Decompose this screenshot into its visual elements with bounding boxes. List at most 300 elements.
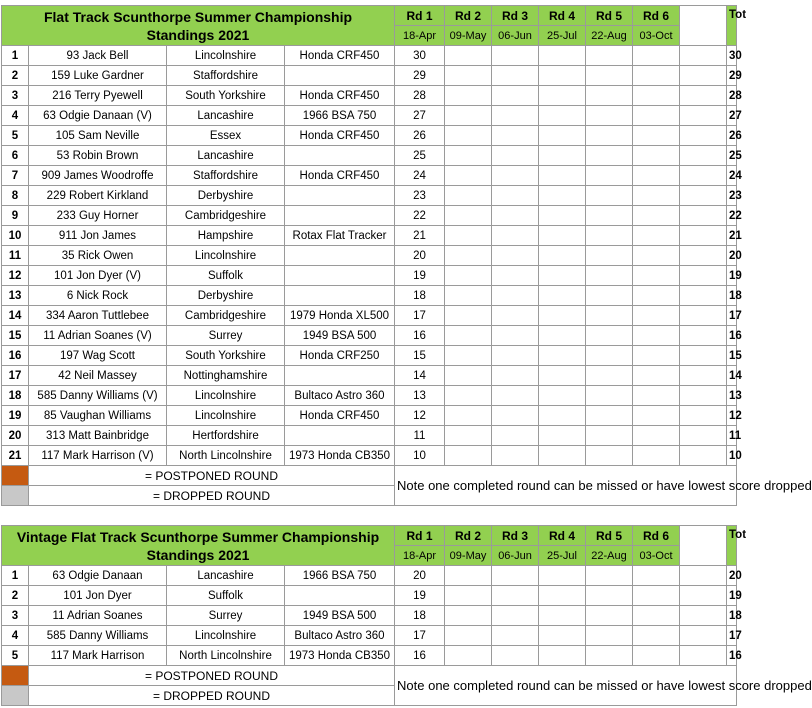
rider-cell: 101 Jon Dyer [29, 586, 167, 606]
rider-cell: 11 Adrian Soanes [29, 606, 167, 626]
dropped-swatch [2, 486, 29, 506]
total-cell: 13 [727, 386, 737, 406]
county-cell: Staffordshire [167, 66, 285, 86]
total-cell: 17 [727, 306, 737, 326]
round-6-score-cell [633, 626, 680, 646]
round-5-score-cell [586, 386, 633, 406]
round-4-score-cell [539, 66, 586, 86]
round-3-score-cell [492, 126, 539, 146]
round-1-score-cell: 19 [395, 266, 445, 286]
round-3-score-cell [492, 166, 539, 186]
rider-cell: 6 Nick Rock [29, 286, 167, 306]
spacer-cell [680, 306, 727, 326]
county-cell: Cambridgeshire [167, 206, 285, 226]
round-3-score-cell [492, 446, 539, 466]
position-cell: 3 [2, 86, 29, 106]
championship-standings-table [1, 5, 812, 506]
spacer-cell [680, 586, 727, 606]
championship-round-header: Rd 4 [539, 6, 586, 26]
round-1-score-cell: 18 [395, 286, 445, 306]
championship-round-date: 03-Oct [633, 26, 680, 46]
round-1-score-cell: 16 [395, 646, 445, 666]
rider-cell: 11 Adrian Soanes (V) [29, 326, 167, 346]
vintage-round-date: 25-Jul [539, 546, 586, 566]
round-4-score-cell [539, 186, 586, 206]
spacer-cell [680, 606, 727, 626]
round-6-score-cell [633, 366, 680, 386]
round-6-score-cell [633, 346, 680, 366]
total-cell: 17 [727, 626, 737, 646]
total-cell: 24 [727, 166, 737, 186]
round-1-score-cell: 25 [395, 146, 445, 166]
round-4-score-cell [539, 326, 586, 346]
round-2-score-cell [445, 306, 492, 326]
vintage-round-date: 22-Aug [586, 546, 633, 566]
table-row [2, 426, 773, 446]
bike-cell [285, 206, 395, 226]
total-cell: 23 [727, 186, 737, 206]
position-cell: 13 [2, 286, 29, 306]
spacer-cell [680, 86, 727, 106]
round-2-score-cell [445, 346, 492, 366]
postponed-swatch [2, 666, 29, 686]
round-5-score-cell [586, 246, 633, 266]
county-cell: Lincolnshire [167, 386, 285, 406]
round-4-score-cell [539, 306, 586, 326]
round-5-score-cell [586, 326, 633, 346]
table-row [2, 66, 773, 86]
round-1-score-cell: 19 [395, 586, 445, 606]
vintage-round-header: Rd 3 [492, 526, 539, 546]
round-6-score-cell [633, 426, 680, 446]
round-1-score-cell: 18 [395, 606, 445, 626]
rider-cell: 85 Vaughan Williams [29, 406, 167, 426]
rider-cell: 101 Jon Dyer (V) [29, 266, 167, 286]
rider-cell: 585 Danny Williams [29, 626, 167, 646]
bike-cell: 1966 BSA 750 [285, 566, 395, 586]
total-cell: 19 [727, 266, 737, 286]
round-3-score-cell [492, 406, 539, 426]
round-2-score-cell [445, 206, 492, 226]
championship-spacer [680, 6, 727, 46]
round-1-score-cell: 11 [395, 426, 445, 446]
round-5-score-cell [586, 86, 633, 106]
round-2-score-cell [445, 646, 492, 666]
total-cell: 16 [727, 646, 737, 666]
round-4-score-cell [539, 406, 586, 426]
total-cell: 14 [727, 366, 737, 386]
round-2-score-cell [445, 286, 492, 306]
spacer-cell [680, 386, 727, 406]
round-3-score-cell [492, 386, 539, 406]
total-cell: 16 [727, 326, 737, 346]
round-6-score-cell [633, 386, 680, 406]
vintage-round-date: 09-May [445, 546, 492, 566]
county-cell: Lancashire [167, 106, 285, 126]
round-4-score-cell [539, 166, 586, 186]
bike-cell: 1973 Honda CB350 [285, 646, 395, 666]
county-cell: North Lincolnshire [167, 646, 285, 666]
round-5-score-cell [586, 66, 633, 86]
table-row [2, 226, 773, 246]
position-cell: 21 [2, 446, 29, 466]
bike-cell [285, 586, 395, 606]
vintage-title-line1: Vintage Flat Track Scunthorpe Summer Championship [16, 528, 380, 545]
table-row [2, 46, 773, 66]
total-cell: 29 [727, 66, 737, 86]
rider-cell: 197 Wag Scott [29, 346, 167, 366]
round-4-score-cell [539, 266, 586, 286]
bike-cell [285, 426, 395, 446]
round-5-score-cell [586, 46, 633, 66]
round-4-score-cell [539, 286, 586, 306]
position-cell: 7 [2, 166, 29, 186]
total-cell: 25 [727, 146, 737, 166]
position-cell: 4 [2, 106, 29, 126]
championship-round-date: 25-Jul [539, 26, 586, 46]
total-cell: 26 [727, 126, 737, 146]
round-3-score-cell [492, 586, 539, 606]
round-5-score-cell [586, 146, 633, 166]
bike-cell: Honda CRF450 [285, 126, 395, 146]
spacer-cell [680, 366, 727, 386]
vintage-standings-sheet [0, 525, 812, 706]
bike-cell: 1949 BSA 500 [285, 326, 395, 346]
round-6-score-cell [633, 446, 680, 466]
round-1-score-cell: 20 [395, 246, 445, 266]
bike-cell [285, 266, 395, 286]
round-3-score-cell [492, 626, 539, 646]
bike-cell: Honda CRF450 [285, 166, 395, 186]
spacer-cell [680, 346, 727, 366]
rider-cell: 35 Rick Owen [29, 246, 167, 266]
round-5-score-cell [586, 626, 633, 646]
round-5-score-cell [586, 226, 633, 246]
county-cell: Derbyshire [167, 286, 285, 306]
round-5-score-cell [586, 406, 633, 426]
table-row [2, 146, 773, 166]
round-3-score-cell [492, 286, 539, 306]
rider-cell: 63 Odgie Danaan [29, 566, 167, 586]
round-2-score-cell [445, 606, 492, 626]
round-2-score-cell [445, 186, 492, 206]
bike-cell: 1966 BSA 750 [285, 106, 395, 126]
spacer-cell [680, 246, 727, 266]
rider-cell: 233 Guy Horner [29, 206, 167, 226]
table-row [2, 586, 773, 606]
total-cell: 28 [727, 86, 737, 106]
round-4-score-cell [539, 126, 586, 146]
championship-round-header: Rd 1 [395, 6, 445, 26]
bike-cell [285, 66, 395, 86]
position-cell: 19 [2, 406, 29, 426]
postponed-legend-label: = POSTPONED ROUND [29, 666, 395, 686]
spacer-cell [680, 286, 727, 306]
county-cell: Lancashire [167, 566, 285, 586]
round-2-score-cell [445, 66, 492, 86]
position-cell: 6 [2, 146, 29, 166]
bike-cell [285, 246, 395, 266]
rider-cell: 313 Matt Bainbridge [29, 426, 167, 446]
position-cell: 10 [2, 226, 29, 246]
total-cell: 27 [727, 106, 737, 126]
round-1-score-cell: 29 [395, 66, 445, 86]
total-cell: 18 [727, 286, 737, 306]
round-6-score-cell [633, 146, 680, 166]
round-4-score-cell [539, 426, 586, 446]
position-cell: 18 [2, 386, 29, 406]
round-6-score-cell [633, 306, 680, 326]
rider-cell: 93 Jack Bell [29, 46, 167, 66]
round-4-score-cell [539, 626, 586, 646]
table-row [2, 246, 773, 266]
round-1-score-cell: 27 [395, 106, 445, 126]
round-2-score-cell [445, 446, 492, 466]
round-5-score-cell [586, 266, 633, 286]
county-cell: Staffordshire [167, 166, 285, 186]
round-2-score-cell [445, 566, 492, 586]
table-row [2, 326, 773, 346]
table-row [2, 386, 773, 406]
round-1-score-cell: 17 [395, 626, 445, 646]
position-cell: 14 [2, 306, 29, 326]
round-5-score-cell [586, 646, 633, 666]
round-5-score-cell [586, 606, 633, 626]
round-2-score-cell [445, 326, 492, 346]
total-cell: 19 [727, 586, 737, 606]
round-4-score-cell [539, 586, 586, 606]
round-3-score-cell [492, 646, 539, 666]
round-4-score-cell [539, 446, 586, 466]
round-4-score-cell [539, 366, 586, 386]
vintage-round-date: 18-Apr [395, 546, 445, 566]
bike-cell: Honda CRF450 [285, 406, 395, 426]
spacer-cell [680, 446, 727, 466]
spacer-cell [680, 626, 727, 646]
rider-cell: 42 Neil Massey [29, 366, 167, 386]
county-cell: Hertfordshire [167, 426, 285, 446]
round-1-score-cell: 14 [395, 366, 445, 386]
vintage-round-header: Rd 6 [633, 526, 680, 546]
round-6-score-cell [633, 606, 680, 626]
round-1-score-cell: 22 [395, 206, 445, 226]
round-4-score-cell [539, 206, 586, 226]
total-cell: 20 [727, 246, 737, 266]
county-cell: North Lincolnshire [167, 446, 285, 466]
round-5-score-cell [586, 446, 633, 466]
round-6-score-cell [633, 286, 680, 306]
vintage-spacer [680, 526, 727, 566]
round-1-score-cell: 30 [395, 46, 445, 66]
round-6-score-cell [633, 246, 680, 266]
total-cell: 12 [727, 406, 737, 426]
round-4-score-cell [539, 566, 586, 586]
county-cell: Suffolk [167, 586, 285, 606]
position-cell: 9 [2, 206, 29, 226]
round-4-score-cell [539, 106, 586, 126]
dropped-legend-label: = DROPPED ROUND [29, 486, 395, 506]
rider-cell: 334 Aaron Tuttlebee [29, 306, 167, 326]
round-3-score-cell [492, 206, 539, 226]
round-6-score-cell [633, 186, 680, 206]
county-cell: Lincolnshire [167, 406, 285, 426]
bike-cell [285, 286, 395, 306]
spacer-cell [680, 646, 727, 666]
round-4-score-cell [539, 606, 586, 626]
round-6-score-cell [633, 266, 680, 286]
county-cell: Essex [167, 126, 285, 146]
round-1-score-cell: 15 [395, 346, 445, 366]
round-3-score-cell [492, 346, 539, 366]
round-1-score-cell: 28 [395, 86, 445, 106]
postponed-swatch [2, 466, 29, 486]
total-cell: 22 [727, 206, 737, 226]
round-5-score-cell [586, 206, 633, 226]
round-3-score-cell [492, 106, 539, 126]
vintage-round-date: 06-Jun [492, 546, 539, 566]
position-cell: 2 [2, 66, 29, 86]
championship-title-line1: Flat Track Scunthorpe Summer Championship [43, 8, 353, 25]
round-2-score-cell [445, 246, 492, 266]
round-6-score-cell [633, 406, 680, 426]
table-row [2, 106, 773, 126]
championship-round-date: 06-Jun [492, 26, 539, 46]
spacer-cell [680, 146, 727, 166]
vintage-title [2, 526, 395, 566]
round-5-score-cell [586, 306, 633, 326]
round-4-score-cell [539, 146, 586, 166]
championship-round-header: Rd 3 [492, 6, 539, 26]
vintage-standings-table [1, 525, 812, 706]
postponed-legend-label: = POSTPONED ROUND [29, 466, 395, 486]
spacer-cell [680, 46, 727, 66]
round-3-score-cell [492, 606, 539, 626]
round-4-score-cell [539, 226, 586, 246]
total-cell: 10 [727, 446, 737, 466]
round-2-score-cell [445, 406, 492, 426]
round-1-score-cell: 24 [395, 166, 445, 186]
table-row [2, 366, 773, 386]
round-4-score-cell [539, 646, 586, 666]
round-2-score-cell [445, 106, 492, 126]
table-row [2, 166, 773, 186]
scoring-note: Note one completed round can be missed or have lowest score dropped [395, 466, 737, 506]
spacer-cell [680, 406, 727, 426]
county-cell: Hampshire [167, 226, 285, 246]
total-cell: 18 [727, 606, 737, 626]
round-5-score-cell [586, 586, 633, 606]
dropped-legend-label: = DROPPED ROUND [29, 686, 395, 706]
county-cell: Surrey [167, 606, 285, 626]
main-standings-sheet [0, 5, 812, 506]
table-row [2, 626, 773, 646]
county-cell: Suffolk [167, 266, 285, 286]
table-row [2, 126, 773, 146]
rider-cell: 117 Mark Harrison [29, 646, 167, 666]
round-6-score-cell [633, 166, 680, 186]
position-cell: 3 [2, 606, 29, 626]
position-cell: 5 [2, 646, 29, 666]
bike-cell: 1949 BSA 500 [285, 606, 395, 626]
round-3-score-cell [492, 66, 539, 86]
rider-cell: 159 Luke Gardner [29, 66, 167, 86]
championship-round-date: 09-May [445, 26, 492, 46]
position-cell: 20 [2, 426, 29, 446]
round-5-score-cell [586, 126, 633, 146]
round-2-score-cell [445, 266, 492, 286]
table-row [2, 406, 773, 426]
table-row [2, 286, 773, 306]
vintage-total-header: Tot [727, 526, 737, 566]
round-1-score-cell: 13 [395, 386, 445, 406]
round-2-score-cell [445, 166, 492, 186]
table-row [2, 206, 773, 226]
round-3-score-cell [492, 186, 539, 206]
spacer-cell [680, 426, 727, 446]
rider-cell: 105 Sam Neville [29, 126, 167, 146]
table-row [2, 86, 773, 106]
round-6-score-cell [633, 206, 680, 226]
vintage-round-date: 03-Oct [633, 546, 680, 566]
total-cell: 11 [727, 426, 737, 446]
table-row [2, 186, 773, 206]
round-3-score-cell [492, 426, 539, 446]
position-cell: 1 [2, 46, 29, 66]
round-2-score-cell [445, 46, 492, 66]
round-2-score-cell [445, 626, 492, 646]
vintage-round-header: Rd 1 [395, 526, 445, 546]
championship-round-date: 22-Aug [586, 26, 633, 46]
round-5-score-cell [586, 426, 633, 446]
round-2-score-cell [445, 386, 492, 406]
table-row [2, 446, 773, 466]
rider-cell: 229 Robert Kirkland [29, 186, 167, 206]
round-6-score-cell [633, 46, 680, 66]
dropped-swatch [2, 686, 29, 706]
county-cell: Nottinghamshire [167, 366, 285, 386]
county-cell: Lincolnshire [167, 46, 285, 66]
county-cell: Cambridgeshire [167, 306, 285, 326]
position-cell: 15 [2, 326, 29, 346]
round-6-score-cell [633, 586, 680, 606]
spacer-cell [680, 266, 727, 286]
round-1-score-cell: 23 [395, 186, 445, 206]
spacer-cell [680, 206, 727, 226]
rider-cell: 216 Terry Pyewell [29, 86, 167, 106]
round-1-score-cell: 16 [395, 326, 445, 346]
round-6-score-cell [633, 566, 680, 586]
round-4-score-cell [539, 246, 586, 266]
round-6-score-cell [633, 66, 680, 86]
county-cell: Derbyshire [167, 186, 285, 206]
total-cell: 20 [727, 566, 737, 586]
bike-cell: Bultaco Astro 360 [285, 626, 395, 646]
table-row [2, 306, 773, 326]
round-2-score-cell [445, 426, 492, 446]
round-6-score-cell [633, 226, 680, 246]
round-5-score-cell [586, 566, 633, 586]
spacer-cell [680, 66, 727, 86]
round-1-score-cell: 17 [395, 306, 445, 326]
county-cell: Lancashire [167, 146, 285, 166]
spacer-cell [680, 326, 727, 346]
county-cell: South Yorkshire [167, 346, 285, 366]
spacer-cell [680, 186, 727, 206]
bike-cell: Honda CRF250 [285, 346, 395, 366]
round-1-score-cell: 20 [395, 566, 445, 586]
round-5-score-cell [586, 166, 633, 186]
bike-cell: Honda CRF450 [285, 86, 395, 106]
